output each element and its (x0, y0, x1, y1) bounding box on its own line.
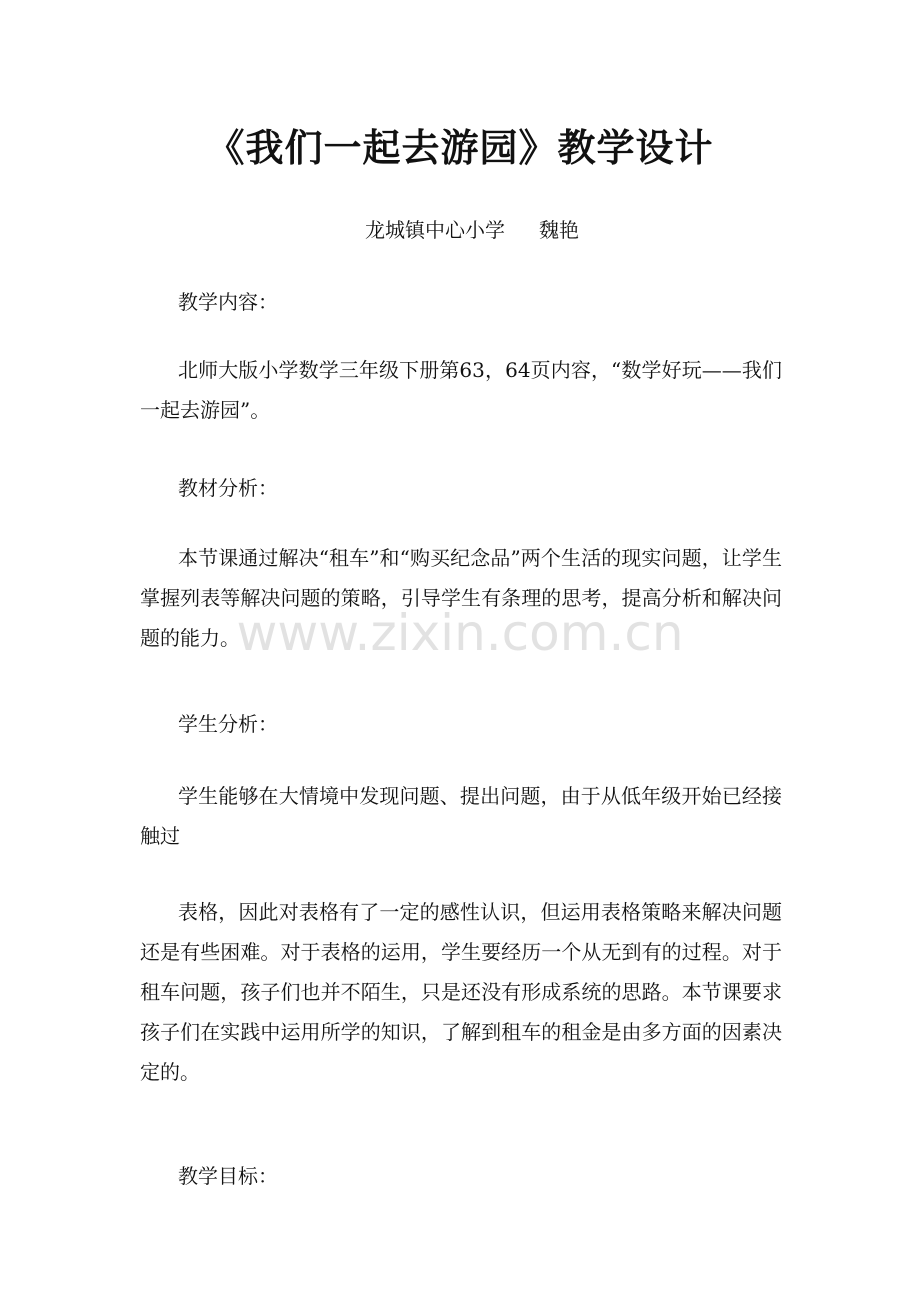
section-heading-objectives: 教学目标： (178, 1164, 278, 1188)
section-heading-material: 教材分析： (178, 476, 278, 500)
author-name: 魏艳 (539, 218, 579, 242)
section-heading-content: 教学内容： (178, 290, 278, 314)
watermark: www.zixin.com.cn (236, 604, 684, 662)
paragraph-students-1: 学生能够在大情境中发现问题、提出问题，由于从低年级开始已经接触过 (140, 784, 782, 848)
paragraph-content: 北师大版小学数学三年级下册第63，64页内容，“数学好玩——我们一起去游园”。 (140, 358, 782, 422)
author-school: 龙城镇中心小学 (365, 218, 505, 242)
paragraph-students-2: 表格，因此对表格有了一定的感性认识，但运用表格策略来解决问题还是有些困难。对于表格的运用，学生要经历一个从无到有的过程。对于租车问题，孩子们也并不陌生，只是还没有形成系统的思路。本节课要求孩子们在实践中运用所学的知识，了解到租车的租金是由多方面的因素决定的。 (140, 900, 782, 1084)
section-heading-students: 学生分析： (178, 712, 278, 736)
document-title: 《我们一起去游园》教学设计 (206, 125, 714, 170)
paragraph-material: 本节课通过解决“租车”和“购买纪念品”两个生活的现实问题，让学生掌握列表等解决问题的策略，引导学生有条理的思考，提高分析和解决问题的能力。 (140, 546, 782, 650)
author-line (365, 212, 579, 248)
